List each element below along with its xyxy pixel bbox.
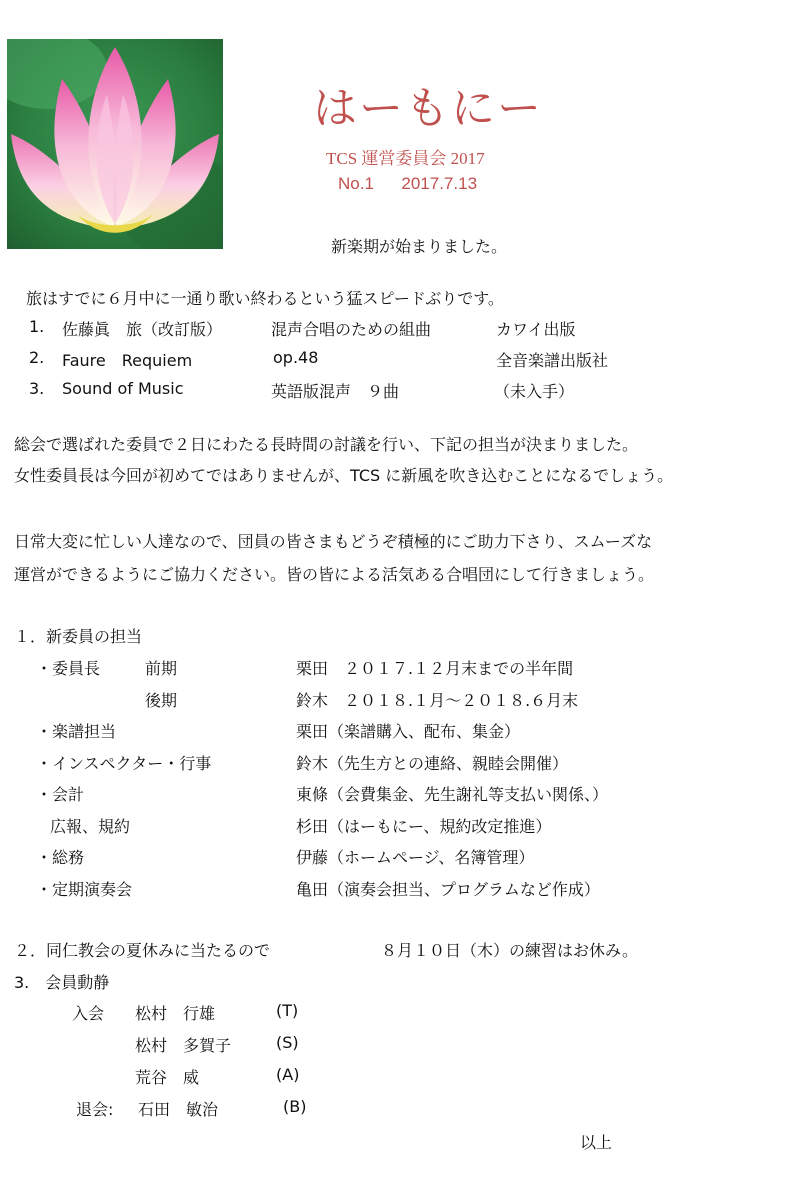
work-title: Sound of Music <box>62 379 184 398</box>
member-name: 石田 敏治 <box>138 1100 219 1119</box>
role-label: ・インスペクター・行事 <box>36 754 212 773</box>
member-name: 松村 行雄 <box>135 1004 216 1023</box>
role-label: ・総務 <box>36 848 85 867</box>
section-heading: ２．同仁教会の夏休みに当たるので <box>14 941 271 960</box>
work-number: 1. <box>29 317 45 336</box>
work-desc: op.48 <box>273 348 319 367</box>
leave-label: 退会: <box>76 1100 114 1119</box>
assignee: 鈴木 ２０１８.１月～２０１８.６月末 <box>296 691 579 710</box>
work-number: 3. <box>29 379 45 398</box>
assignee: 東條（会費集金、先生謝礼等支払い関係、） <box>296 785 609 804</box>
lotus-flower-image <box>7 39 223 249</box>
assignee: 伊藤（ホームページ、名簿管理） <box>296 848 535 867</box>
paragraph-line: 運営ができるようにご協力ください。皆の皆による活気ある合唱団にして行きましょう。 <box>14 565 655 584</box>
term-label: 前期 <box>145 659 178 678</box>
role-label: ・定期演奏会 <box>36 880 133 899</box>
newsletter-title: はーもにー <box>313 83 543 134</box>
work-title: 佐藤眞 旅（改訂版） <box>62 320 223 339</box>
paragraph-line: 総会で選ばれた委員で２日にわたる長時間の討議を行い、下記の担当が決まりました。 <box>14 435 639 454</box>
member-name: 松村 多賀子 <box>135 1036 232 1055</box>
headline: 新楽期が始まりました。 <box>331 237 508 256</box>
issue-number: No.1 <box>338 174 374 193</box>
role-label: ・楽譜担当 <box>36 722 117 741</box>
paragraph-line: 女性委員長は今回が初めてではありませんが、TCS に新風を吹き込むことになるでしょう。 <box>14 466 674 485</box>
join-label: 入会 <box>72 1004 105 1023</box>
work-publisher: カワイ出版 <box>496 320 576 339</box>
member-part: (T) <box>276 1001 299 1020</box>
section-heading: １．新委員の担当 <box>14 627 143 646</box>
organization-name: TCS 運営委員会 2017 <box>326 149 485 168</box>
assignee: 鈴木（先生方との連絡、親睦会開催） <box>296 754 569 773</box>
member-name: 荒谷 威 <box>135 1068 200 1087</box>
intro-text: 旅はすでに６月中に一通り歌い終わるという猛スピードぶりです。 <box>26 289 504 308</box>
paragraph-line: 日常大変に忙しい人達なので、団員の皆さまもどうぞ積極的にご助力下さり、スムーズな <box>14 532 653 551</box>
work-desc: 英語版混声 ９曲 <box>271 382 400 401</box>
member-part: (S) <box>276 1033 299 1052</box>
member-part: (A) <box>276 1065 300 1084</box>
assignee: 栗田（楽譜購入、配布、集金） <box>296 722 521 741</box>
closing-text: 以上 <box>580 1133 613 1152</box>
term-label: 後期 <box>145 691 178 710</box>
assignee: 杉田（はーもにー、規約改定推進） <box>296 817 552 836</box>
work-title: Faure Requiem <box>62 351 193 370</box>
section-heading: 3. 会員動静 <box>14 973 110 992</box>
issue-line <box>338 174 477 194</box>
issue-date: 2017.7.13 <box>401 174 478 193</box>
role-label: 広報、規約 <box>50 817 131 836</box>
assignee: 亀田（演奏会担当、プログラムなど作成） <box>296 880 600 899</box>
role-label: ・会計 <box>36 785 85 804</box>
role-label: ・委員長 <box>36 659 101 678</box>
work-publisher: 全音楽譜出版社 <box>496 351 609 370</box>
member-part: (B) <box>283 1097 307 1116</box>
holiday-note: ８月１０日（木）の練習はお休み。 <box>381 941 638 960</box>
work-publisher: （未入手） <box>494 382 575 401</box>
work-number: 2. <box>29 348 45 367</box>
assignee: 栗田 ２０１７.１２月末までの半年間 <box>296 659 574 678</box>
work-desc: 混声合唱のための組曲 <box>271 320 432 339</box>
